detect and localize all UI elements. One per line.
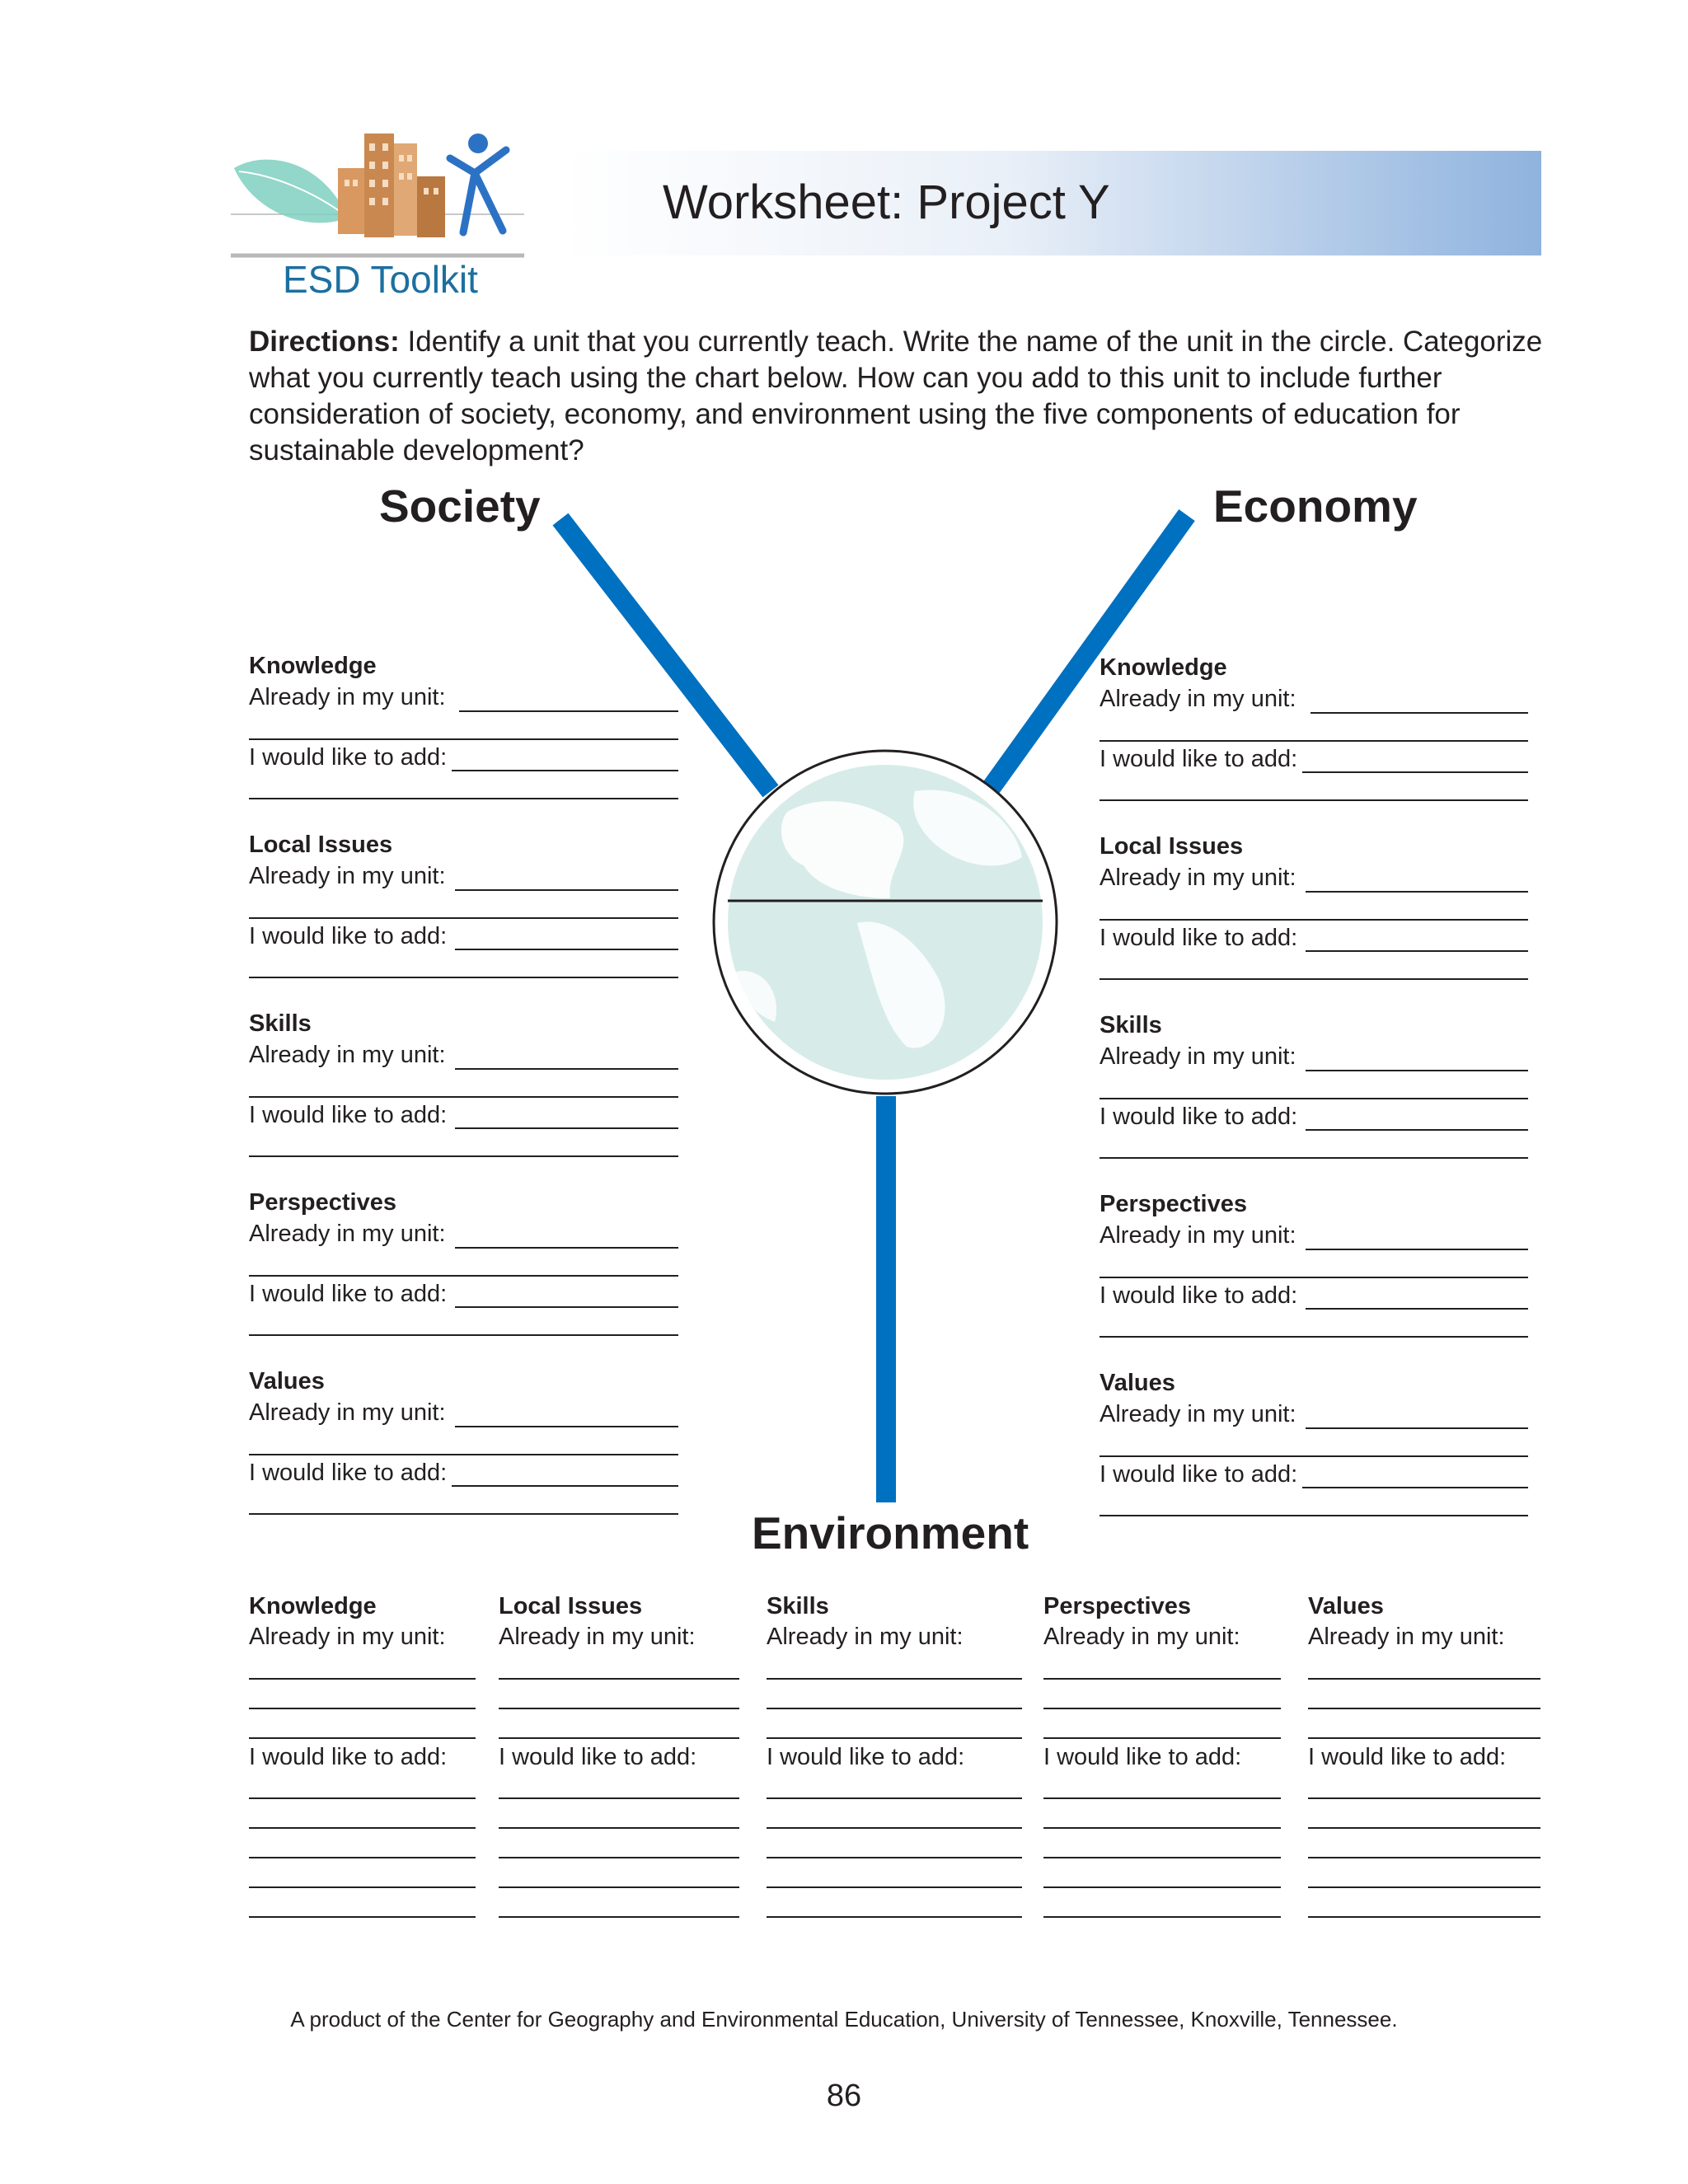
add-label: I would like to add: (1100, 746, 1298, 772)
already-label: Already in my unit: (249, 1042, 446, 1068)
answer-line[interactable] (1043, 1916, 1281, 1918)
answer-line[interactable] (249, 1708, 476, 1709)
answer-line[interactable] (1308, 1857, 1540, 1858)
answer-line[interactable] (1100, 1515, 1528, 1516)
answer-line[interactable] (249, 1678, 476, 1680)
answer-line[interactable] (1100, 919, 1528, 921)
section-title: Local Issues (1100, 833, 1244, 860)
answer-line[interactable] (249, 1334, 678, 1336)
answer-line[interactable] (249, 1454, 678, 1455)
section-title: Values (1100, 1370, 1175, 1396)
section-title: Knowledge (249, 653, 377, 679)
answer-line[interactable] (249, 1513, 678, 1515)
answer-line[interactable] (767, 1797, 1022, 1799)
answer-line[interactable] (1043, 1857, 1281, 1858)
page-title: Worksheet: Project Y (663, 176, 1110, 229)
already-label: Already in my unit: (249, 1624, 446, 1650)
answer-line[interactable] (1311, 712, 1528, 714)
answer-line[interactable] (455, 1306, 678, 1308)
answer-line[interactable] (249, 738, 678, 740)
add-label: I would like to add: (1043, 1744, 1242, 1770)
answer-line[interactable] (249, 1857, 476, 1858)
page-number: 86 (826, 2079, 862, 2113)
section-title: Skills (1100, 1012, 1162, 1038)
section-title: Values (249, 1368, 325, 1394)
answer-line[interactable] (1100, 1336, 1528, 1338)
answer-line[interactable] (1043, 1708, 1281, 1709)
answer-line[interactable] (249, 1737, 476, 1739)
answer-line[interactable] (455, 949, 678, 950)
globe-icon (714, 751, 1057, 1094)
add-label: I would like to add: (249, 923, 448, 949)
economy-heading: Economy (1213, 480, 1418, 532)
add-label: I would like to add: (249, 744, 448, 771)
answer-line[interactable] (459, 710, 678, 712)
answer-line[interactable] (1306, 950, 1528, 952)
add-label: I would like to add: (767, 1744, 965, 1770)
answer-line[interactable] (767, 1916, 1022, 1918)
answer-line[interactable] (249, 1155, 678, 1157)
already-label: Already in my unit: (1043, 1624, 1240, 1650)
answer-line[interactable] (455, 1247, 678, 1249)
answer-line[interactable] (452, 1485, 678, 1487)
add-label: I would like to add: (249, 1744, 448, 1770)
already-label: Already in my unit: (1100, 686, 1296, 712)
answer-line[interactable] (1306, 1249, 1528, 1250)
section-title: Perspectives (1043, 1593, 1191, 1619)
add-label: I would like to add: (1100, 1282, 1298, 1309)
section-title: Local Issues (499, 1593, 643, 1619)
already-label: Already in my unit: (1100, 1401, 1296, 1427)
already-label: Already in my unit: (1100, 865, 1296, 891)
answer-line[interactable] (767, 1737, 1022, 1739)
answer-line[interactable] (499, 1737, 739, 1739)
answer-line[interactable] (499, 1797, 739, 1799)
answer-line[interactable] (249, 1275, 678, 1277)
section-title: Local Issues (249, 832, 393, 858)
answer-line[interactable] (452, 770, 678, 771)
footer-credit: A product of the Center for Geography and Environmental Education, University of Tennessee, Knoxville, Tennessee. (290, 2007, 1398, 2032)
answer-line[interactable] (1100, 1157, 1528, 1159)
answer-line[interactable] (1302, 1487, 1528, 1488)
answer-line[interactable] (1308, 1797, 1540, 1799)
add-label: I would like to add: (249, 1460, 448, 1486)
answer-line[interactable] (1306, 1308, 1528, 1310)
society-branch (560, 519, 771, 791)
answer-line[interactable] (249, 917, 678, 919)
answer-line[interactable] (499, 1678, 739, 1680)
answer-line[interactable] (249, 977, 678, 978)
answer-line[interactable] (767, 1678, 1022, 1680)
answer-line[interactable] (249, 1886, 476, 1888)
answer-line[interactable] (1306, 1427, 1528, 1429)
section-title: Perspectives (1100, 1191, 1247, 1217)
answer-line[interactable] (1100, 799, 1528, 801)
answer-line[interactable] (1306, 891, 1528, 893)
answer-line[interactable] (767, 1827, 1022, 1829)
already-label: Already in my unit: (767, 1624, 964, 1650)
answer-line[interactable] (499, 1886, 739, 1888)
section-title: Perspectives (249, 1189, 396, 1216)
answer-line[interactable] (249, 1096, 678, 1098)
answer-line[interactable] (1043, 1737, 1281, 1739)
answer-line[interactable] (499, 1708, 739, 1709)
answer-line[interactable] (455, 1068, 678, 1070)
add-label: I would like to add: (249, 1102, 448, 1128)
answer-line[interactable] (1100, 1277, 1528, 1278)
answer-line[interactable] (767, 1886, 1022, 1888)
answer-line[interactable] (1306, 1129, 1528, 1131)
answer-line[interactable] (1043, 1797, 1281, 1799)
answer-line[interactable] (767, 1857, 1022, 1858)
answer-line[interactable] (455, 889, 678, 891)
answer-line[interactable] (1308, 1708, 1540, 1709)
answer-line[interactable] (1100, 1098, 1528, 1099)
answer-line[interactable] (249, 1827, 476, 1829)
answer-line[interactable] (499, 1857, 739, 1858)
already-label: Already in my unit: (249, 1221, 446, 1247)
already-label: Already in my unit: (1100, 1043, 1296, 1070)
answer-line[interactable] (1043, 1886, 1281, 1888)
answer-line[interactable] (499, 1827, 739, 1829)
section-title: Knowledge (249, 1593, 377, 1619)
answer-line[interactable] (1100, 740, 1528, 742)
answer-line[interactable] (1308, 1737, 1540, 1739)
answer-line[interactable] (1100, 1455, 1528, 1457)
answer-line[interactable] (1100, 978, 1528, 980)
environment-heading: Environment (752, 1507, 1029, 1558)
answer-line[interactable] (1302, 771, 1528, 773)
add-label: I would like to add: (499, 1744, 697, 1770)
add-label: I would like to add: (249, 1281, 448, 1307)
answer-line[interactable] (455, 1127, 678, 1129)
section-title: Skills (767, 1593, 829, 1619)
answer-line[interactable] (1308, 1886, 1540, 1888)
already-label: Already in my unit: (1100, 1222, 1296, 1249)
answer-line[interactable] (499, 1916, 739, 1918)
section-title: Values (1308, 1593, 1384, 1619)
add-label: I would like to add: (1308, 1744, 1507, 1770)
add-label: I would like to add: (1100, 1461, 1298, 1488)
directions-lead: Directions: (249, 326, 400, 358)
answer-line[interactable] (1308, 1916, 1540, 1918)
answer-line[interactable] (249, 798, 678, 799)
answer-line[interactable] (1306, 1070, 1528, 1071)
directions-text: Identify a unit that you currently teach. Write the name of the unit in the circle. Categorize what you currently teach using the chart below. How can you add to this unit to include further consideration of society, economy, and environment using the five components of education for sustainable development? (249, 326, 1543, 466)
toolkit-label: ESD Toolkit (283, 258, 478, 301)
section-title: Skills (249, 1010, 312, 1037)
add-label: I would like to add: (1100, 925, 1298, 951)
answer-line[interactable] (1308, 1678, 1540, 1680)
answer-line[interactable] (1043, 1678, 1281, 1680)
answer-line[interactable] (455, 1426, 678, 1427)
add-label: I would like to add: (1100, 1104, 1298, 1130)
already-label: Already in my unit: (249, 863, 446, 889)
answer-line[interactable] (767, 1708, 1022, 1709)
answer-line[interactable] (1308, 1827, 1540, 1829)
already-label: Already in my unit: (1308, 1624, 1505, 1650)
answer-line[interactable] (1043, 1827, 1281, 1829)
answer-line[interactable] (249, 1797, 476, 1799)
society-heading: Society (379, 480, 541, 532)
already-label: Already in my unit: (249, 1399, 446, 1426)
answer-line[interactable] (249, 1916, 476, 1918)
already-label: Already in my unit: (249, 684, 446, 710)
section-title: Knowledge (1100, 654, 1227, 681)
already-label: Already in my unit: (499, 1624, 696, 1650)
